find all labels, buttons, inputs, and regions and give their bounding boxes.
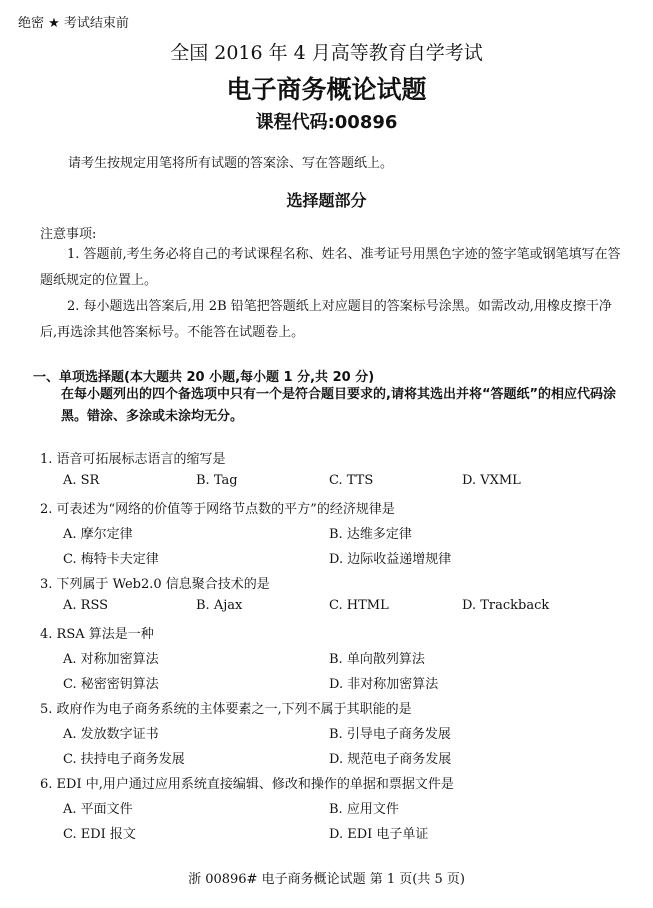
- option: D. 非对称加密算法: [329, 677, 439, 692]
- question-stem: 5. 政府作为电子商务系统的主体要素之一,下列不属于其职能的是: [40, 702, 412, 717]
- page-footer: 浙 00896# 电子商务概论试题 第 1 页(共 5 页): [188, 872, 465, 887]
- option: C. HTML: [329, 598, 389, 613]
- option: C. 扶持电子商务发展: [63, 752, 185, 767]
- option: D. VXML: [462, 473, 521, 488]
- option: D. 规范电子商务发展: [329, 752, 452, 767]
- question-stem: 2. 可表述为“网络的价值等于网络节点数的平方”的经济规律是: [40, 502, 395, 517]
- question-stem: 4. RSA 算法是一种: [40, 627, 154, 642]
- option: B. 单向散列算法: [329, 652, 425, 667]
- course-code: 课程代码:00896: [255, 112, 398, 133]
- option: C. 梅特卡夫定律: [63, 552, 159, 567]
- option: C. 秘密密钥算法: [63, 677, 159, 692]
- notes-heading: 注意事项:: [40, 227, 97, 242]
- part-title: 选择题部分: [286, 191, 367, 210]
- section-heading: 一、单项选择题(本大题共 20 小题,每小题 1 分,共 20 分): [33, 370, 375, 385]
- question-stem: 3. 下列属于 Web2.0 信息聚合技术的是: [40, 577, 270, 592]
- option: D. EDI 电子单证: [329, 827, 429, 842]
- option: A. 对称加密算法: [63, 652, 159, 667]
- option: A. 平面文件: [63, 802, 133, 817]
- option: A. RSS: [63, 598, 109, 613]
- note-item: 1. 答题前,考生务必将自己的考试课程名称、姓名、准考证号用黑色字迹的签字笔或钢笔填写在答题纸规定的位置上。: [40, 247, 621, 288]
- option: B. 应用文件: [329, 802, 399, 817]
- paper-title: 电子商务概论试题: [226, 75, 427, 104]
- option: A. SR: [63, 473, 100, 488]
- option: D. Trackback: [462, 598, 550, 613]
- section-description: 在每小题列出的四个备选项中只有一个是符合题目要求的,请将其选出并将“答题纸”的相应代码涂黑。错涂、多涂或未涂均无分。: [61, 387, 617, 424]
- option: B. Ajax: [196, 598, 243, 613]
- option: C. TTS: [329, 473, 374, 488]
- question-stem: 6. EDI 中,用户通过应用系统直接编辑、修改和操作的单据和票据文件是: [40, 777, 454, 792]
- confidential-label: 绝密 ★ 考试结束前: [18, 16, 129, 31]
- option: B. Tag: [196, 473, 238, 488]
- note-item: 2. 每小题选出答案后,用 2B 铅笔把答题纸上对应题目的答案标号涂黑。如需改动,用橡皮擦干净后,再选涂其他答案标号。不能答在试题卷上。: [40, 299, 612, 340]
- option: C. EDI 报文: [63, 827, 136, 842]
- option: B. 引导电子商务发展: [329, 727, 451, 742]
- question-stem: 1. 语音可拓展标志语言的缩写是: [40, 452, 226, 467]
- option: A. 摩尔定律: [63, 527, 133, 542]
- instruction-text: 请考生按规定用笔将所有试题的答案涂、写在答题纸上。: [68, 156, 394, 171]
- option: B. 达维多定律: [329, 527, 412, 542]
- option: A. 发放数字证书: [63, 727, 159, 742]
- option: D. 边际收益递增规律: [329, 552, 452, 567]
- exam-title: 全国 2016 年 4 月高等教育自学考试: [170, 42, 483, 64]
